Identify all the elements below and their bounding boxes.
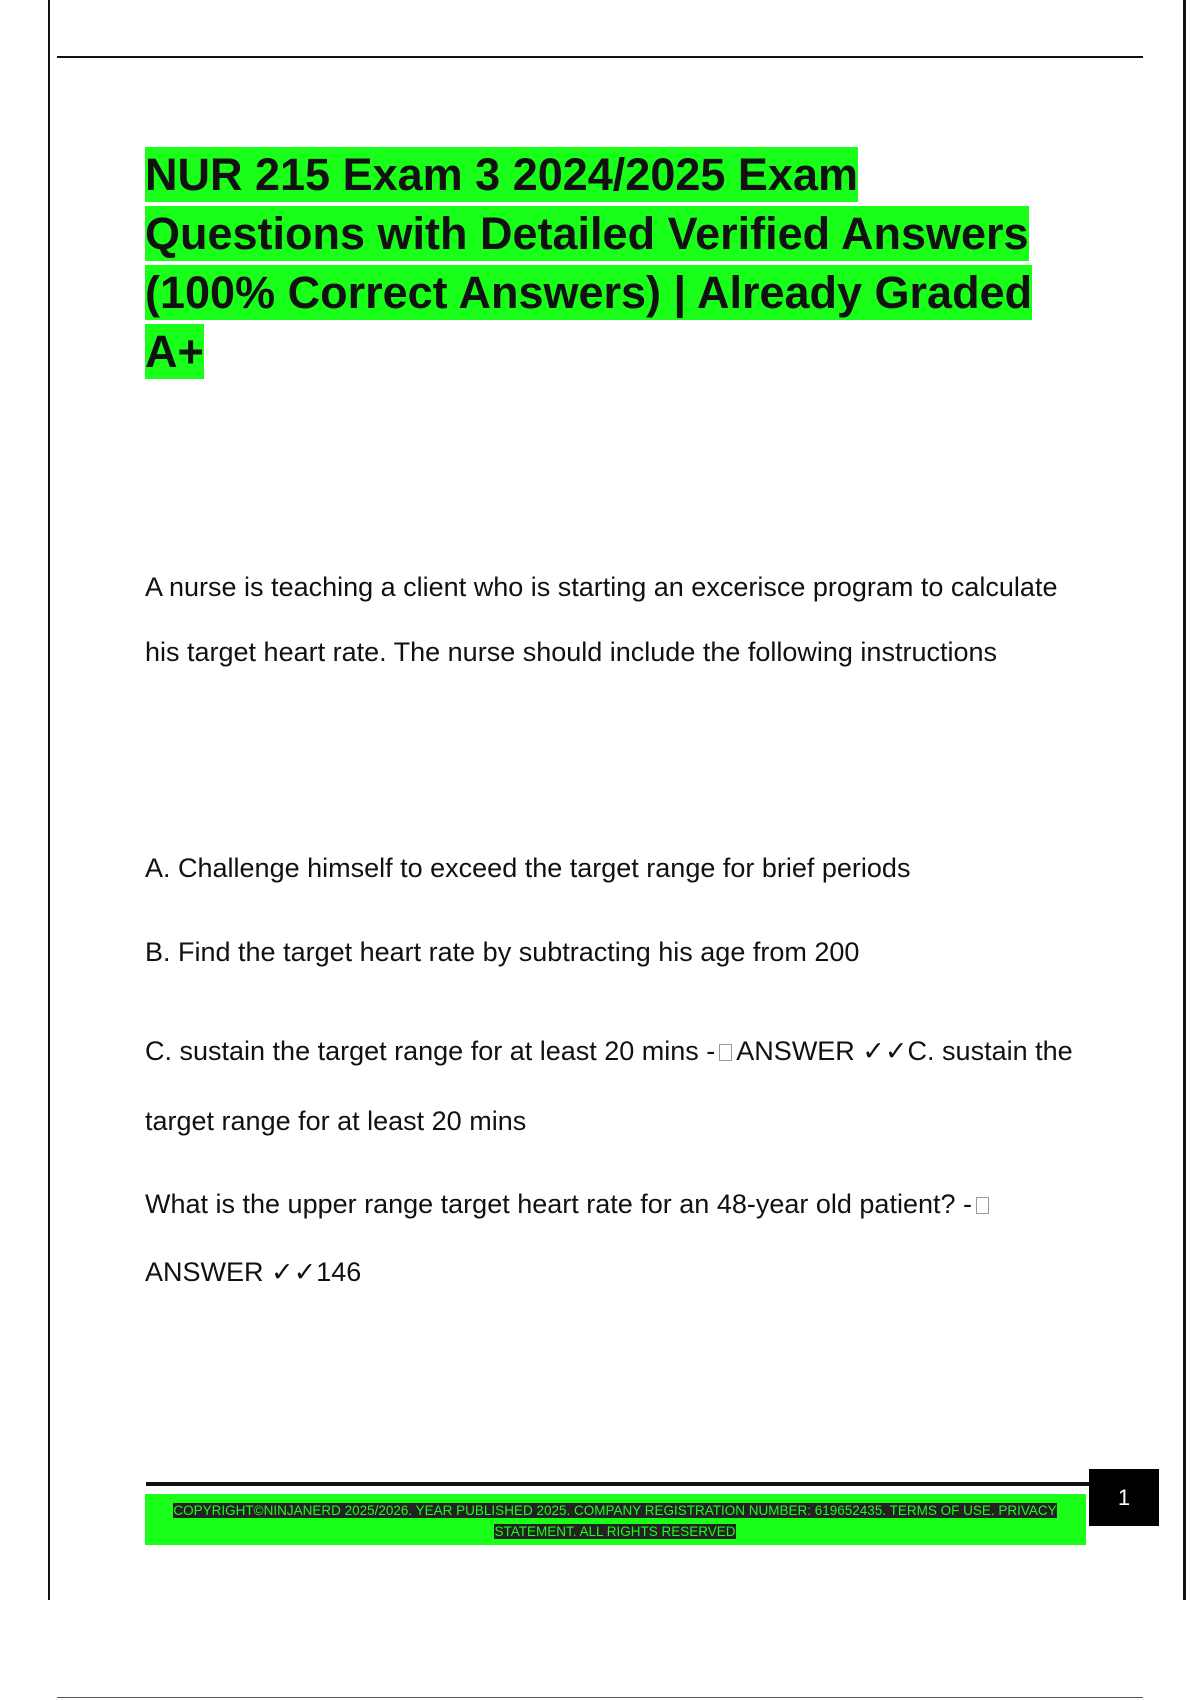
missing-glyph-box-icon bbox=[719, 1044, 732, 1061]
page-border-left bbox=[48, 0, 50, 1600]
footer-copyright bbox=[165, 1500, 1065, 1542]
page-border-right bbox=[1183, 0, 1186, 1600]
document-title-text: NUR 215 Exam 3 2024/2025 Exam Questions with Detailed Verified Answers (100% Correct Answers) | Already Graded A+ bbox=[145, 149, 1033, 377]
question-2-answer: ANSWER ✓✓146 bbox=[145, 1257, 362, 1287]
question-1-option-b: B. Find the target heart rate by subtracting his age from 200 bbox=[145, 937, 860, 967]
page-number: 1 bbox=[1089, 1469, 1159, 1526]
footer-rule bbox=[146, 1482, 1090, 1486]
document-title bbox=[145, 145, 1045, 381]
question-2-text: What is the upper range target heart rate for an 48-year old patient? - bbox=[145, 1189, 972, 1219]
question-1-option-a: A. Challenge himself to exceed the target range for brief periods bbox=[145, 853, 911, 883]
missing-glyph-box-icon bbox=[976, 1197, 989, 1214]
question-1-text: A nurse is teaching a client who is starting an excerisce program to calculate his target heart rate. The nurse should include the following instructions bbox=[145, 572, 1058, 667]
footer-copyright-line-2: STATEMENT. ALL RIGHTS RESERVED bbox=[494, 1524, 736, 1539]
footer-copyright-line-1: COPYRIGHT©NINJANERD 2025/2026. YEAR PUBLISHED 2025. COMPANY REGISTRATION NUMBER: 619652435. TERMS OF USE. PRIVACY bbox=[173, 1503, 1057, 1518]
question-2 bbox=[145, 1170, 1085, 1306]
option-c-text: C. sustain the target range for at least 20 mins - bbox=[145, 1036, 716, 1066]
question-1-option-c bbox=[145, 1016, 1085, 1156]
next-page-rule bbox=[57, 1697, 1143, 1698]
question-1-answer: ANSWER ✓✓C. sustain the target range for at least 20 mins bbox=[145, 1036, 1073, 1136]
header-rule bbox=[57, 56, 1143, 58]
